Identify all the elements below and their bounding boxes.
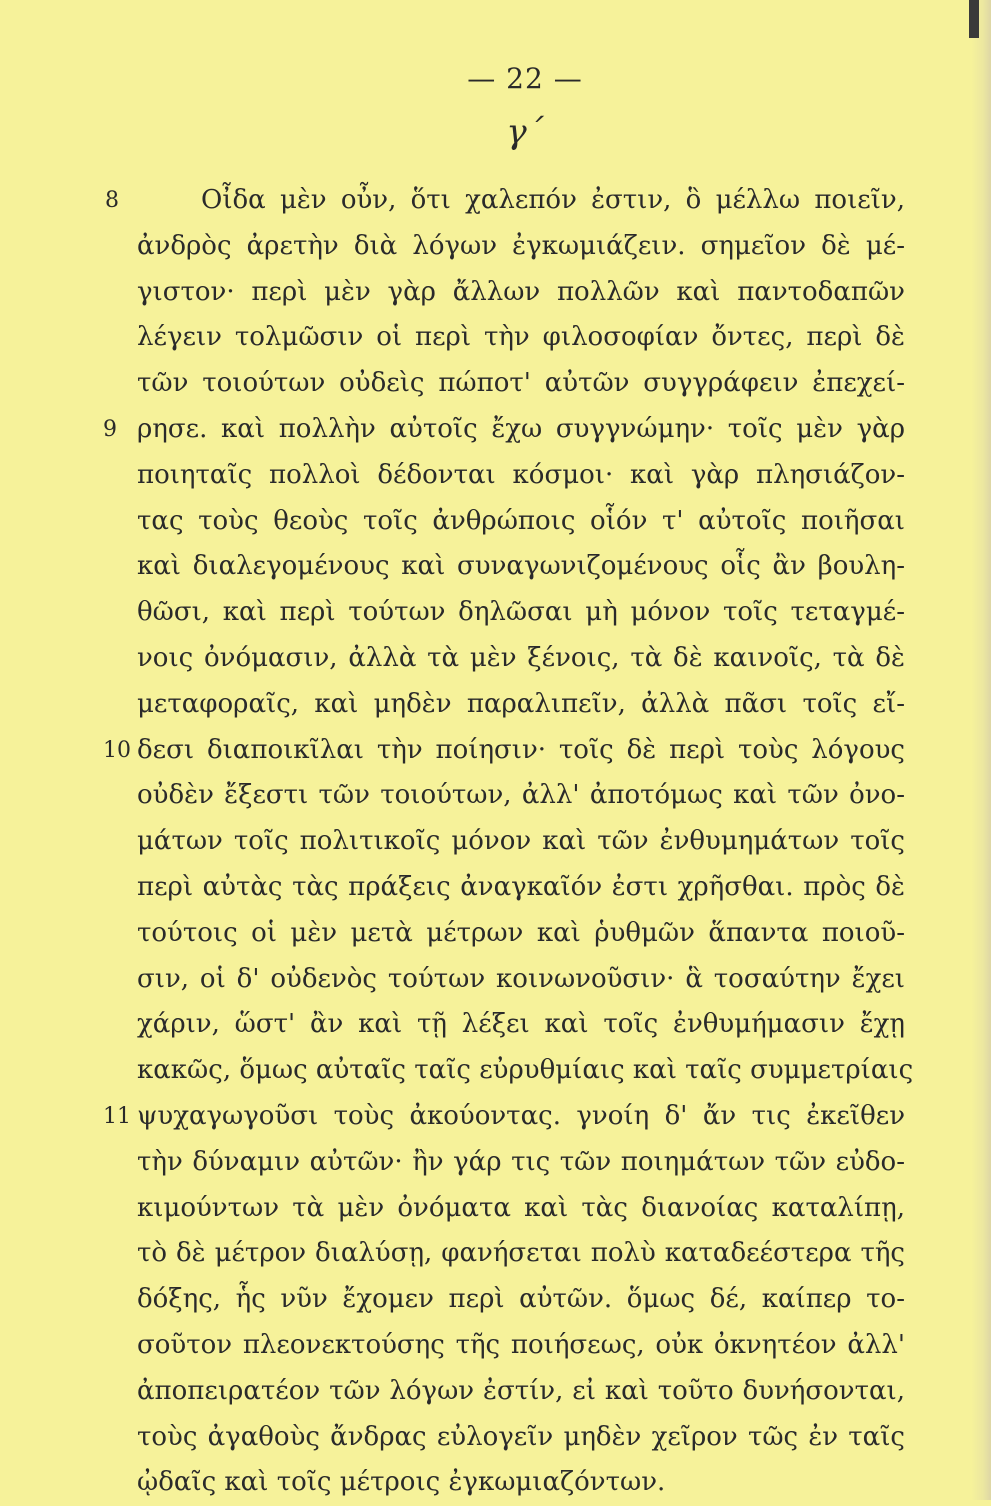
text-line: γιστον· περὶ μὲν γὰρ ἄλλων πολλῶν καὶ παντοδαπῶν — [137, 276, 905, 307]
text-line: 9 ρησε. καὶ πολλὴν αὐτοῖς ἔχω συγγνώμην· τοῖς μὲν γὰρ — [137, 407, 905, 453]
text-line: μάτων τοῖς πολιτικοῖς μόνον καὶ τῶν ἐνθυμημάτων τοῖς — [137, 826, 905, 857]
text-line: ᾠδαῖς καὶ τοῖς μέτροις ἐγκωμιαζόντων. — [137, 1467, 666, 1498]
text-line: τοὺς ἀγαθοὺς ἄνδρας εὐλογεῖν μηδὲν χεῖρον τῶς ἐν ταῖς — [137, 1421, 905, 1452]
text-line: δόξης, ἧς νῦν ἔχομεν περὶ αὐτῶν. ὅμως δέ, καίπερ το- — [137, 1284, 905, 1315]
text-line: τούτοις οἱ μὲν μετὰ μέτρων καὶ ῥυθμῶν ἅπαντα ποιοῦ- — [137, 917, 905, 948]
text-line: καὶ διαλεγομένους καὶ συναγωνιζομένους οἷς ἂν βουλη- — [137, 551, 905, 582]
text-line: τὸ δὲ μέτρον διαλύσῃ, φανήσεται πολὺ καταδεέστερα τῆς — [137, 1238, 905, 1269]
text-line: τας τοὺς θεοὺς τοῖς ἀνθρώποις οἷόν τ' αὐτοῖς ποιῆσαι — [137, 505, 905, 536]
text-line: τῶν τοιούτων οὐδεὶς πώποτ' αὐτῶν συγγράφειν ἐπεχεί- — [137, 368, 905, 399]
paragraph-number: 10 — [103, 737, 131, 763]
section-heading: γ΄ — [506, 112, 544, 152]
paragraph-number: 9 — [103, 416, 117, 442]
paragraph-number: 11 — [103, 1103, 131, 1129]
paragraph-number: 8 — [105, 188, 119, 213]
text-line: νοις ὀνόμασιν, ἀλλὰ τὰ μὲν ξένοις, τὰ δὲ καινοῖς, τὰ δὲ — [137, 642, 905, 673]
text-line: 8 Οἶδα μὲν οὖν, ὅτι χαλεπόν ἐστιν, ὃ μέλλω ποιεῖν, — [137, 178, 905, 224]
text-line: σιν, οἱ δ' οὐδενὸς τούτων κοινωνοῦσιν· ἃ τοσαύτην ἔχει — [137, 963, 905, 994]
text-line: ἀποπειρατέον τῶν λόγων ἐστίν, εἰ καὶ τοῦτο δυνήσονται, — [137, 1375, 905, 1406]
text-line: περὶ αὐτὰς τὰς πράξεις ἀναγκαῖόν ἐστι χρῆσθαι. πρὸς δὲ — [137, 871, 905, 902]
text-line: κακῶς, ὅμως αὐταῖς ταῖς εὐρυθμίαις καὶ ταῖς συμμετρίαις — [137, 1055, 914, 1086]
text-line: 10 δεσι διαποικῖλαι τὴν ποίησιν· τοῖς δὲ περὶ τοὺς λόγους — [137, 728, 905, 774]
text-line: 11 ψυχαγωγοῦσι τοὺς ἀκούοντας. γνοίη δ' ἄν τις ἐκεῖθεν — [137, 1094, 905, 1140]
text-line: οὐδὲν ἔξεστι τῶν τοιούτων, ἀλλ' ἀποτόμως καὶ τῶν ὀνο- — [137, 780, 905, 811]
text-line: κιμούντων τὰ μὲν ὀνόματα καὶ τὰς διανοίας καταλίπῃ, — [137, 1192, 905, 1223]
text-line: τὴν δύναμιν αὐτῶν· ἢν γάρ τις τῶν ποιημάτων τῶν εὐδο- — [137, 1146, 905, 1177]
text-line: σοῦτον πλεονεκτούσης τῆς ποιήσεως, οὐκ ὀκνητέον ἀλλ' — [137, 1329, 905, 1360]
text-line: μεταφοραῖς, καὶ μηδὲν παραλιπεῖν, ἀλλὰ πᾶσι τοῖς εἴ- — [137, 688, 905, 719]
text-line: χάριν, ὥστ' ἂν καὶ τῇ λέξει καὶ τοῖς ἐνθυμήμασιν ἔχῃ — [137, 1009, 905, 1040]
text-line: λέγειν τολμῶσιν οἱ περὶ τὴν φιλοσοφίαν ὄντες, περὶ δὲ — [137, 322, 905, 353]
text-line: ποιηταῖς πολλοὶ δέδονται κόσμοι· καὶ γὰρ πλησιάζον- — [137, 459, 905, 490]
page-edge-shadow — [971, 0, 991, 1500]
page-number: — 22 — — [467, 62, 583, 95]
text-line: θῶσι, καὶ περὶ τούτων δηλῶσαι μὴ μόνον τοῖς τεταγμέ- — [137, 597, 905, 628]
text-line: ἀνδρὸς ἀρετὴν διὰ λόγων ἐγκωμιάζειν. σημεῖον δὲ μέ- — [137, 230, 905, 261]
body-text — [103, 178, 914, 1506]
binding-mark — [969, 0, 979, 38]
